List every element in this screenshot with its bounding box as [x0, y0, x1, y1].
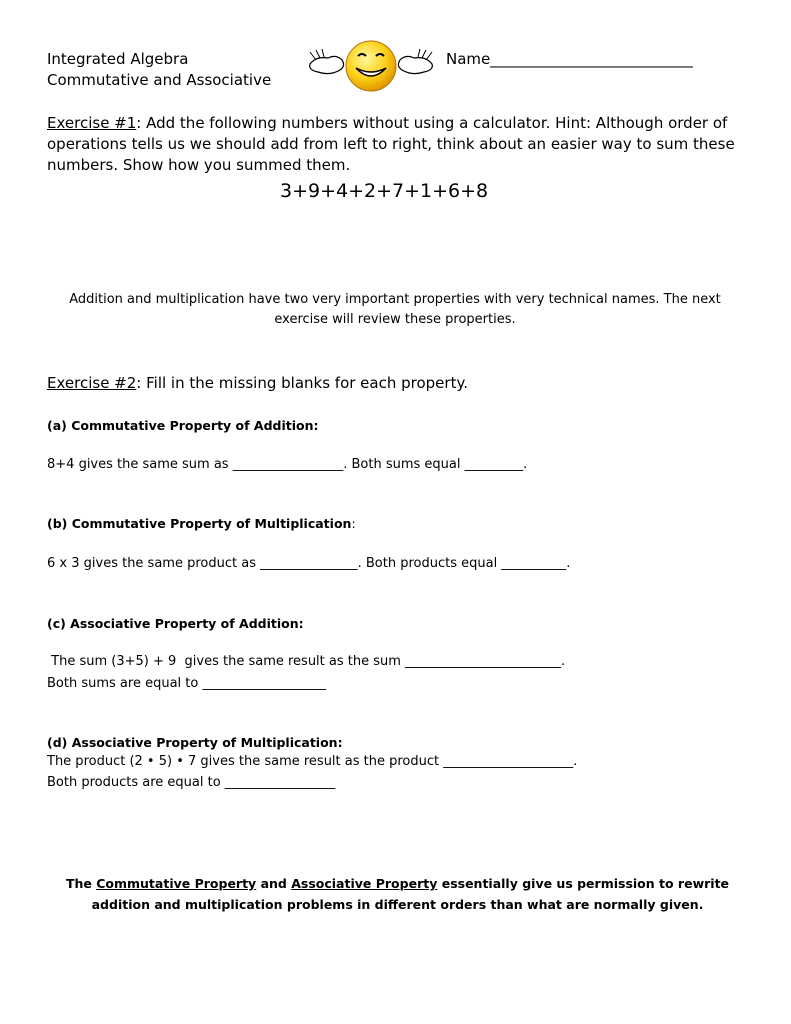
exercise-1-instructions: : Add the following numbers without using a calculator. Hint: Although order of operations tells us we should add from left to right, think about an easier way to sum these numbers. Show how you summed them.: [47, 114, 735, 174]
part-a-title: (a) Commutative Property of Addition:: [47, 418, 319, 433]
part-b-title: (b) Commutative Property of Multiplication: [47, 516, 352, 531]
part-a-line[interactable]: 8+4 gives the same sum as _________________. Both sums equal _________.: [47, 457, 528, 472]
summary-rest: essentially give us permission to rewrite: [437, 876, 730, 891]
commutative-property-term: Commutative Property: [96, 876, 257, 891]
part-c-line-1[interactable]: The sum (3+5) + 9 gives the same result as the sum ________________________.: [47, 654, 566, 669]
summary-the: The: [65, 876, 97, 891]
part-d-line-2[interactable]: Both products are equal to _________________: [47, 775, 336, 790]
part-c-line-2[interactable]: Both sums are equal to ___________________: [47, 676, 326, 691]
smiley-face-icon: [306, 38, 436, 94]
exercise-1-text: [47, 113, 747, 176]
exercise-1-expression: 3+9+4+2+7+1+6+8: [280, 180, 489, 202]
exercise-2-label: Exercise #2: [47, 374, 137, 392]
part-d-line-1[interactable]: The product (2 • 5) • 7 gives the same result as the product ____________________.: [47, 754, 578, 769]
exercise-2-heading: [47, 374, 468, 392]
name-field[interactable]: [446, 50, 693, 68]
summary-and: and: [256, 876, 292, 891]
exercise-2-instructions: : Fill in the missing blanks for each property.: [136, 374, 468, 392]
part-b-title-wrap: [47, 516, 356, 531]
part-b-line[interactable]: 6 x 3 gives the same product as _______________. Both products equal __________.: [47, 556, 571, 571]
part-c-title: (c) Associative Property of Addition:: [47, 616, 304, 631]
summary-line-1: [40, 873, 755, 894]
course-title: Integrated Algebra: [47, 50, 189, 68]
associative-property-term: Associative Property: [291, 876, 438, 891]
summary-line-2: addition and multiplication problems in different orders than what are normally given.: [91, 897, 704, 912]
topic-title: Commutative and Associative: [47, 71, 272, 89]
name-label: Name: [446, 50, 491, 68]
summary-note: [40, 873, 755, 915]
name-blank[interactable]: ___________________________: [490, 50, 693, 68]
exercise-1-label: Exercise #1: [47, 114, 137, 132]
part-b-colon: :: [351, 516, 356, 531]
properties-intro: Addition and multiplication have two very important properties with very technical names. The next exercise will review these properties.: [69, 292, 721, 327]
part-d-title: (d) Associative Property of Multiplication:: [47, 735, 343, 750]
